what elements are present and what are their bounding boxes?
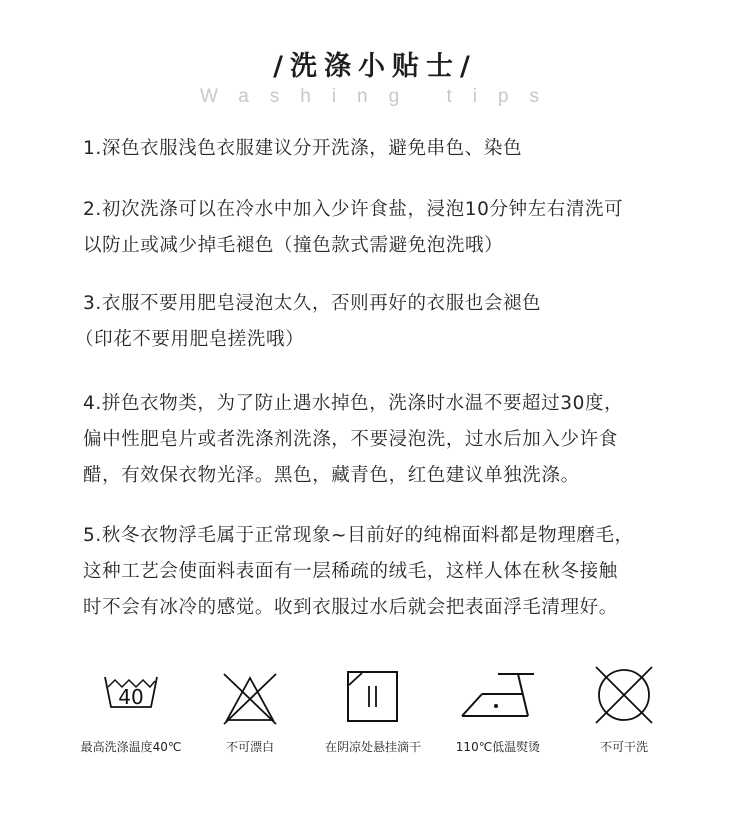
no-bleach-icon — [220, 668, 280, 726]
tip-line: 2.初次洗涤可以在冷水中加入少许食盐，浸泡10分钟左右清洗可 — [83, 199, 624, 220]
tip-line: 以防止或减少掉毛褪色（撞色款式需避免泡洗哦） — [83, 235, 504, 256]
care-item-drip-dry — [308, 660, 438, 754]
drip-dry-shade-icon — [346, 670, 400, 724]
care-item-wash — [66, 660, 196, 754]
care-label: 在阴凉处悬挂滴干 — [324, 740, 421, 754]
svg-text:40: 40 — [118, 685, 144, 709]
iron-low-icon — [458, 672, 538, 722]
no-dry-clean-icon — [592, 665, 656, 725]
page-subtitle: Washing tips — [199, 86, 561, 107]
care-item-iron — [433, 660, 563, 754]
care-label: 最高洗涤温度40℃ — [80, 740, 182, 754]
tip-line: 偏中性肥皂片或者洗涤剂洗涤，不要浸泡洗，过水后加入少许食 — [83, 429, 618, 450]
care-label: 不可干洗 — [599, 740, 648, 754]
tip-4 — [83, 386, 693, 494]
care-label: 不可漂白 — [225, 740, 274, 754]
wash-40-icon — [101, 675, 161, 725]
page-title: /洗涤小贴士/ — [273, 51, 477, 82]
tip-line: 3.衣服不要用肥皂浸泡太久，否则再好的衣服也会褪色 — [83, 293, 542, 314]
care-item-no-bleach — [185, 660, 315, 754]
tip-line: 醋，有效保衣物光泽。黑色，藏青色，红色建议单独洗涤。 — [83, 465, 580, 486]
care-icons-row — [0, 660, 750, 770]
tip-3 — [75, 286, 693, 358]
care-label: 110℃低温熨烫 — [455, 740, 541, 754]
tip-line: 时不会有冰冷的感觉。收到衣服过水后就会把表面浮毛清理好。 — [83, 597, 618, 618]
tip-2 — [83, 192, 693, 264]
tip-line: 1.深色衣服浅色衣服建议分开洗涤，避免串色、染色 — [83, 138, 523, 159]
tip-5 — [83, 518, 693, 626]
tip-line: 4.拼色衣物类，为了防止遇水掉色，洗涤时水温不要超过30度， — [83, 393, 624, 414]
tip-1 — [83, 131, 693, 167]
tip-line: （印花不要用肥皂搓洗哦） — [75, 329, 305, 350]
tip-line: 5.秋冬衣物浮毛属于正常现象~目前好的纯棉面料都是物理磨毛， — [83, 525, 634, 546]
care-item-no-dry-clean — [559, 660, 689, 754]
tip-line: 这种工艺会使面料表面有一层稀疏的绒毛，这样人体在秋冬接触 — [83, 561, 618, 582]
